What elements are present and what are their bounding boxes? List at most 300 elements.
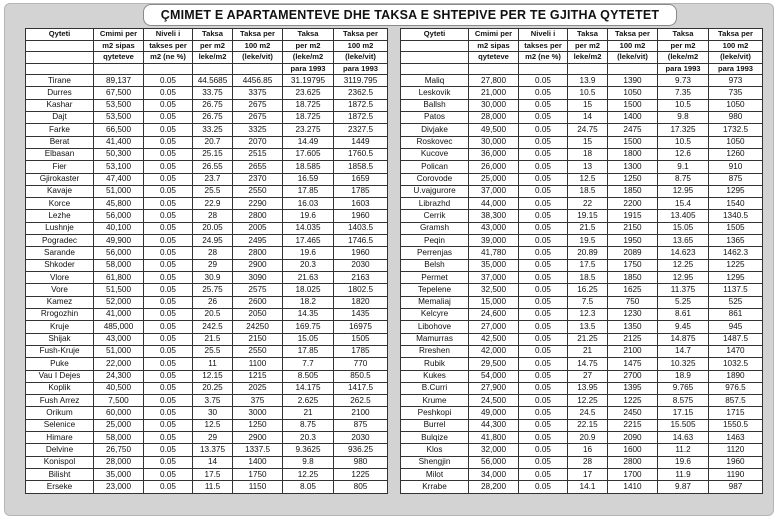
value-cell: 47,400: [94, 173, 144, 185]
value-cell: 51,000: [94, 345, 144, 357]
value-cell: 0.05: [519, 345, 568, 357]
value-cell: 2675: [233, 111, 283, 123]
city-cell: Vlore: [26, 272, 94, 284]
city-cell: Koplik: [26, 382, 94, 394]
value-cell: 0.05: [144, 321, 193, 333]
value-cell: 17: [568, 469, 608, 481]
value-cell: 11.5: [193, 481, 233, 494]
value-cell: 21.63: [283, 272, 334, 284]
table-row: [26, 222, 388, 234]
column-header: [26, 63, 94, 75]
column-header: (leke/m2: [658, 52, 709, 64]
value-cell: 8.575: [658, 395, 709, 407]
table-row: [401, 469, 763, 481]
value-cell: 14.35: [283, 308, 334, 320]
table-row: [401, 198, 763, 210]
table-row: [26, 407, 388, 419]
value-cell: 51,000: [94, 185, 144, 197]
value-cell: 2700: [608, 370, 658, 382]
value-cell: 1150: [233, 481, 283, 494]
value-cell: 29,500: [469, 358, 519, 370]
value-cell: 44,300: [469, 419, 519, 431]
value-cell: 15.05: [283, 333, 334, 345]
value-cell: 2290: [233, 198, 283, 210]
value-cell: 12.5: [568, 173, 608, 185]
value-cell: 987: [709, 481, 763, 494]
value-cell: 41,400: [94, 136, 144, 148]
city-cell: Vau I Dejes: [26, 370, 94, 382]
value-cell: 8.75: [283, 419, 334, 431]
column-header: (leke/vit): [608, 52, 658, 64]
value-cell: 0.05: [144, 481, 193, 494]
city-cell: Vore: [26, 284, 94, 296]
value-cell: 973: [709, 75, 763, 87]
value-cell: 0.05: [144, 148, 193, 160]
value-cell: 2163: [334, 272, 388, 284]
value-cell: 21.5: [193, 333, 233, 345]
table-row: [401, 296, 763, 308]
value-cell: 1785: [334, 185, 388, 197]
value-cell: 20.05: [193, 222, 233, 234]
value-cell: 3375: [233, 87, 283, 99]
value-cell: 58,000: [94, 259, 144, 271]
value-cell: 8.05: [283, 481, 334, 494]
value-cell: 25.75: [193, 284, 233, 296]
column-header: Taksa: [658, 29, 709, 41]
city-cell: Milot: [401, 469, 469, 481]
value-cell: 14.1: [568, 481, 608, 494]
city-cell: Maliq: [401, 75, 469, 87]
header-row: [26, 40, 388, 52]
value-cell: 0.05: [144, 136, 193, 148]
table-row: [26, 284, 388, 296]
value-cell: 1800: [608, 148, 658, 160]
value-cell: 2362.5: [334, 87, 388, 99]
column-header: per m2: [658, 40, 709, 52]
value-cell: 3119.795: [334, 75, 388, 87]
value-cell: 49,000: [469, 407, 519, 419]
table-row: [26, 148, 388, 160]
value-cell: 25,000: [469, 173, 519, 185]
value-cell: 13.95: [568, 382, 608, 394]
page-title: ÇMIMET E APARTAMENTEVE DHE TAKSA E SHTEPIVE PER TE GJITHA QYTETET: [160, 8, 660, 22]
table-row: [26, 198, 388, 210]
value-cell: 26,750: [94, 444, 144, 456]
value-cell: 1625: [608, 284, 658, 296]
table-row: [26, 321, 388, 333]
value-cell: 0.05: [519, 247, 568, 259]
value-cell: 17.5: [568, 259, 608, 271]
value-cell: 0.05: [519, 111, 568, 123]
table-row: [26, 99, 388, 111]
value-cell: 2005: [233, 222, 283, 234]
city-cell: Krume: [401, 395, 469, 407]
value-cell: 1890: [709, 370, 763, 382]
value-cell: 1463: [709, 432, 763, 444]
value-cell: 17.15: [658, 407, 709, 419]
column-header: Taksa per: [608, 29, 658, 41]
value-cell: 1050: [709, 99, 763, 111]
value-cell: 1858.5: [334, 161, 388, 173]
city-cell: Durres: [26, 87, 94, 99]
column-header: Qyteti: [26, 29, 94, 41]
value-cell: 0.05: [519, 481, 568, 494]
value-cell: 29: [193, 432, 233, 444]
value-cell: 13.375: [193, 444, 233, 456]
value-cell: 0.05: [519, 198, 568, 210]
table-row: [401, 419, 763, 431]
column-header: (leke/vit): [709, 52, 763, 64]
city-cell: Mamurras: [401, 333, 469, 345]
value-cell: 22.9: [193, 198, 233, 210]
city-cell: Fush-Kruje: [26, 345, 94, 357]
value-cell: 1403.5: [334, 222, 388, 234]
value-cell: 34,000: [469, 469, 519, 481]
city-cell: Shijak: [26, 333, 94, 345]
value-cell: 0.05: [144, 432, 193, 444]
value-cell: 0.05: [144, 345, 193, 357]
value-cell: 0.05: [519, 358, 568, 370]
city-cell: Cerrik: [401, 210, 469, 222]
column-header: [401, 52, 469, 64]
value-cell: 1295: [709, 272, 763, 284]
value-cell: 20.3: [283, 259, 334, 271]
value-cell: 15.505: [658, 419, 709, 431]
value-cell: 67,500: [94, 87, 144, 99]
city-cell: Konispol: [26, 456, 94, 468]
table-row: [26, 87, 388, 99]
value-cell: 0.05: [519, 235, 568, 247]
value-cell: 1215: [233, 370, 283, 382]
city-cell: Libohove: [401, 321, 469, 333]
value-cell: 26: [193, 296, 233, 308]
city-cell: Kamez: [26, 296, 94, 308]
city-cell: Polican: [401, 161, 469, 173]
value-cell: 35,000: [94, 469, 144, 481]
header-row: [26, 52, 388, 64]
value-cell: 25.5: [193, 345, 233, 357]
value-cell: 0.05: [144, 370, 193, 382]
value-cell: 980: [709, 111, 763, 123]
value-cell: 1732.5: [709, 124, 763, 136]
value-cell: 1746.5: [334, 235, 388, 247]
value-cell: 21.25: [568, 333, 608, 345]
value-cell: 16975: [334, 321, 388, 333]
value-cell: 13.9: [568, 75, 608, 87]
value-cell: 9.45: [658, 321, 709, 333]
column-header: para 1993: [283, 63, 334, 75]
header-row: [26, 29, 388, 41]
city-cell: Patos: [401, 111, 469, 123]
value-cell: 0.05: [519, 136, 568, 148]
city-cell: Lushnje: [26, 222, 94, 234]
value-cell: 0.05: [519, 148, 568, 160]
table-row: [401, 358, 763, 370]
table-row: [401, 370, 763, 382]
value-cell: 485,000: [94, 321, 144, 333]
value-cell: 27,800: [469, 75, 519, 87]
value-cell: 0.05: [144, 444, 193, 456]
value-cell: 2655: [233, 161, 283, 173]
value-cell: 2495: [233, 235, 283, 247]
value-cell: 525: [709, 296, 763, 308]
city-cell: Kruje: [26, 321, 94, 333]
value-cell: 0.05: [519, 185, 568, 197]
city-cell: Kashar: [26, 99, 94, 111]
value-cell: 21: [568, 345, 608, 357]
value-cell: 14.875: [658, 333, 709, 345]
value-cell: 24,600: [469, 308, 519, 320]
value-cell: 0.05: [519, 210, 568, 222]
table-row: [26, 247, 388, 259]
value-cell: 9.765: [658, 382, 709, 394]
value-cell: 0.05: [144, 469, 193, 481]
value-cell: 12.95: [658, 185, 709, 197]
table-row: [401, 456, 763, 468]
value-cell: 12.3: [568, 308, 608, 320]
column-header: qyteteve: [469, 52, 519, 64]
value-cell: 18.5: [568, 272, 608, 284]
value-cell: 1960: [334, 247, 388, 259]
value-cell: 0.05: [519, 321, 568, 333]
value-cell: 2150: [608, 222, 658, 234]
value-cell: 13.405: [658, 210, 709, 222]
value-cell: 1340.5: [709, 210, 763, 222]
value-cell: 1715: [709, 407, 763, 419]
value-cell: 2575: [233, 284, 283, 296]
city-cell: Delvine: [26, 444, 94, 456]
city-cell: Himare: [26, 432, 94, 444]
value-cell: 0.05: [144, 259, 193, 271]
value-cell: 4456.85: [233, 75, 283, 87]
value-cell: 1760.5: [334, 148, 388, 160]
column-header: para 1993: [658, 63, 709, 75]
value-cell: 1225: [608, 395, 658, 407]
value-cell: 15: [568, 99, 608, 111]
value-cell: 1950: [608, 235, 658, 247]
value-cell: 24.75: [568, 124, 608, 136]
value-cell: 0.05: [519, 272, 568, 284]
value-cell: 1337.5: [233, 444, 283, 456]
value-cell: 28,200: [469, 481, 519, 494]
table-row: [26, 173, 388, 185]
table-row: [26, 75, 388, 87]
city-cell: Tepelene: [401, 284, 469, 296]
value-cell: 14.7: [658, 345, 709, 357]
table-row: [401, 345, 763, 357]
value-cell: 22,000: [94, 358, 144, 370]
value-cell: 15.4: [658, 198, 709, 210]
value-cell: 0.05: [144, 210, 193, 222]
value-cell: 1550.5: [709, 419, 763, 431]
column-header: Niveli i: [144, 29, 193, 41]
value-cell: 36,000: [469, 148, 519, 160]
table-row: [26, 419, 388, 431]
value-cell: 37,000: [469, 185, 519, 197]
city-cell: Erseke: [26, 481, 94, 494]
left-table-panel: [25, 28, 387, 494]
value-cell: 18.725: [283, 111, 334, 123]
value-cell: 49,900: [94, 235, 144, 247]
table-row: [26, 111, 388, 123]
value-cell: 1250: [233, 419, 283, 431]
value-cell: 1820: [334, 296, 388, 308]
value-cell: 1505: [709, 222, 763, 234]
value-cell: 2800: [233, 247, 283, 259]
column-header: Taksa: [193, 29, 233, 41]
value-cell: 0.05: [144, 333, 193, 345]
value-cell: 0.05: [144, 358, 193, 370]
value-cell: 1295: [709, 185, 763, 197]
city-cell: Peqin: [401, 235, 469, 247]
column-header: [26, 40, 94, 52]
value-cell: 21: [283, 407, 334, 419]
table-row: [401, 432, 763, 444]
value-cell: 25,000: [94, 419, 144, 431]
value-cell: 1470: [709, 345, 763, 357]
value-cell: 2370: [233, 173, 283, 185]
city-cell: Fush Arrez: [26, 395, 94, 407]
value-cell: 15.05: [658, 222, 709, 234]
value-cell: 1872.5: [334, 99, 388, 111]
value-cell: 735: [709, 87, 763, 99]
value-cell: 35,000: [469, 259, 519, 271]
value-cell: 40,500: [94, 382, 144, 394]
value-cell: 0.05: [144, 75, 193, 87]
value-cell: 2475: [608, 124, 658, 136]
value-cell: 28: [193, 210, 233, 222]
table-row: [26, 124, 388, 136]
value-cell: 936.25: [334, 444, 388, 456]
value-cell: 861: [709, 308, 763, 320]
value-cell: 24.5: [568, 407, 608, 419]
value-cell: 1659: [334, 173, 388, 185]
value-cell: 20.9: [568, 432, 608, 444]
value-cell: 2450: [608, 407, 658, 419]
value-cell: 8.75: [658, 173, 709, 185]
value-cell: 23.7: [193, 173, 233, 185]
value-cell: 1603: [334, 198, 388, 210]
value-cell: 1300: [608, 161, 658, 173]
value-cell: 1960: [709, 456, 763, 468]
table-row: [26, 395, 388, 407]
city-cell: Memaliaj: [401, 296, 469, 308]
value-cell: 49,500: [469, 124, 519, 136]
value-cell: 0.05: [144, 284, 193, 296]
document-frame: [4, 3, 774, 516]
value-cell: 0.05: [519, 87, 568, 99]
table-row: [401, 382, 763, 394]
value-cell: 2800: [608, 456, 658, 468]
value-cell: 2215: [608, 419, 658, 431]
value-cell: 3325: [233, 124, 283, 136]
value-cell: 0.05: [519, 161, 568, 173]
value-cell: 976.5: [709, 382, 763, 394]
city-cell: Permet: [401, 272, 469, 284]
value-cell: 22.15: [568, 419, 608, 431]
value-cell: 43,000: [469, 222, 519, 234]
value-cell: 875: [709, 173, 763, 185]
value-cell: 10.5: [568, 87, 608, 99]
table-row: [26, 296, 388, 308]
table-row: [26, 370, 388, 382]
value-cell: 24,300: [94, 370, 144, 382]
value-cell: 1500: [608, 136, 658, 148]
value-cell: 0.05: [519, 382, 568, 394]
city-cell: Berat: [26, 136, 94, 148]
value-cell: 13: [568, 161, 608, 173]
table-row: [26, 185, 388, 197]
city-cell: Shkoder: [26, 259, 94, 271]
value-cell: 14: [568, 111, 608, 123]
value-cell: 945: [709, 321, 763, 333]
table-row: [401, 308, 763, 320]
table-row: [26, 272, 388, 284]
value-cell: 0.05: [144, 407, 193, 419]
value-cell: 10.5: [658, 136, 709, 148]
city-cell: Burrel: [401, 419, 469, 431]
value-cell: 1137.5: [709, 284, 763, 296]
table-row: [401, 111, 763, 123]
value-cell: 12.5: [193, 419, 233, 431]
value-cell: 17.605: [283, 148, 334, 160]
city-cell: Corovode: [401, 173, 469, 185]
city-cell: Klos: [401, 444, 469, 456]
value-cell: 750: [608, 296, 658, 308]
city-cell: Selenice: [26, 419, 94, 431]
column-header: para 1993: [334, 63, 388, 75]
value-cell: 2900: [233, 259, 283, 271]
value-cell: 2100: [608, 345, 658, 357]
value-cell: 9.87: [658, 481, 709, 494]
value-cell: 1395: [608, 382, 658, 394]
value-cell: 41,000: [94, 308, 144, 320]
value-cell: 51,500: [94, 284, 144, 296]
value-cell: 1785: [334, 345, 388, 357]
table-row: [401, 235, 763, 247]
header-row: [401, 29, 763, 41]
column-header: per m2: [283, 40, 334, 52]
city-cell: Bilisht: [26, 469, 94, 481]
value-cell: 1435: [334, 308, 388, 320]
city-cell: B.Curri: [401, 382, 469, 394]
value-cell: 0.05: [144, 456, 193, 468]
value-cell: 7.35: [658, 87, 709, 99]
value-cell: 0.05: [519, 296, 568, 308]
table-row: [401, 259, 763, 271]
city-cell: Rrogozhin: [26, 308, 94, 320]
city-cell: Belsh: [401, 259, 469, 271]
value-cell: 33.25: [193, 124, 233, 136]
value-cell: 242.5: [193, 321, 233, 333]
column-header: Taksa: [283, 29, 334, 41]
table-row: [401, 284, 763, 296]
value-cell: 0.05: [519, 259, 568, 271]
value-cell: 22: [568, 198, 608, 210]
column-header: (leke/m2: [283, 52, 334, 64]
value-cell: 43,000: [94, 333, 144, 345]
value-cell: 89,137: [94, 75, 144, 87]
value-cell: 28: [568, 456, 608, 468]
value-cell: 0.05: [519, 419, 568, 431]
value-cell: 12.25: [283, 469, 334, 481]
value-cell: 0.05: [144, 111, 193, 123]
city-cell: Rubik: [401, 358, 469, 370]
value-cell: 1600: [608, 444, 658, 456]
value-cell: 18.9: [658, 370, 709, 382]
value-cell: 169.75: [283, 321, 334, 333]
value-cell: 41,780: [469, 247, 519, 259]
